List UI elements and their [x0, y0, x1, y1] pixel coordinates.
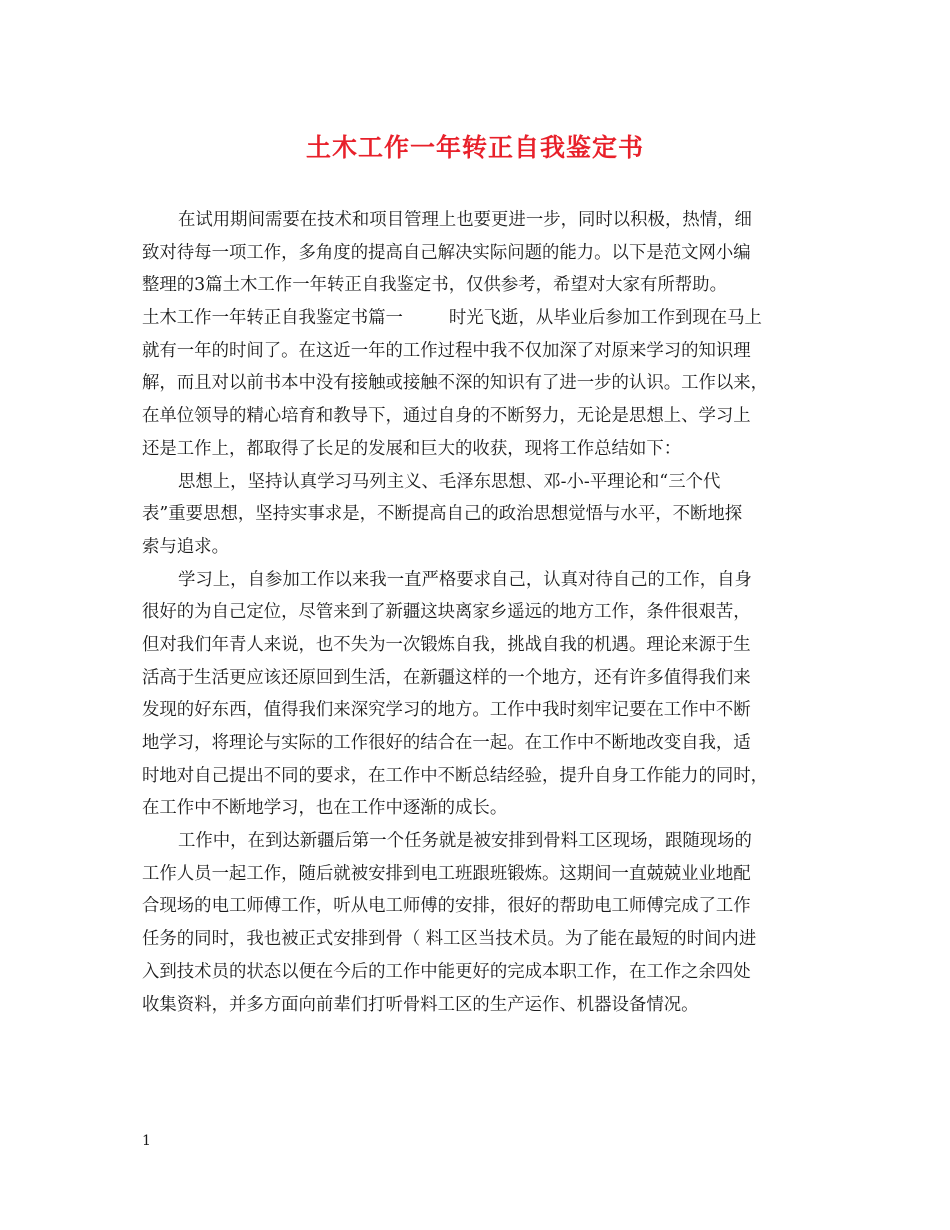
study-line: 学习上，自参加工作以来我一直严格要求自己，认真对待自己的工作，自身 [178, 569, 752, 590]
intro-line: 致对待每一项工作，多角度的提高自己解决实际问题的能力。以下是范文网小编 [142, 242, 751, 263]
document-body [142, 204, 826, 1021]
intro-line: 在试用期间需要在技术和项目管理上也要更进一步，同时以积极，热情，细 [178, 210, 752, 230]
study-line: 发现的好东西，值得我们来深究学习的地方。工作中我时刻牢记要在工作中不断 [142, 700, 751, 721]
thought-line: 索与追求。 [142, 536, 229, 557]
page-number: 1 [142, 1133, 151, 1149]
thought-line: 思想上，坚持认真学习马列主义、毛泽东思想、邓-小-平理论和“三个代 [178, 471, 721, 492]
study-line: 在工作中不断地学习，也在工作中逐渐的成长。 [142, 798, 508, 819]
study-line: 但对我们年青人来说，也不失为一次锻炼自我，挑战自我的机遇。理论来源于生 [142, 634, 751, 655]
work-line: 入到技术员的状态以便在今后的工作中能更好的完成本职工作，在工作之余四处 [142, 961, 751, 982]
work-line: 任务的同时，我也被正式安排到骨（ 料工区当技术员。为了能在最短的时间内进 [142, 929, 757, 950]
work-line: 工作人员一起工作，随后就被安排到电工班跟班锻炼。这期间一直兢兢业业地配 [142, 863, 751, 884]
section-line: 解，而且对以前书本中没有接触或接触不深的知识有了进一步的认识。工作以来， [142, 373, 769, 394]
study-line: 时地对自己提出不同的要求，在工作中不断总结经验，提升自身工作能力的同时， [142, 765, 769, 786]
study-line: 活高于生活更应该还原回到生活，在新疆这样的一个地方，还有许多值得我们来 [142, 667, 751, 688]
study-line: 很好的为自己定位，尽管来到了新疆这块离家乡遥远的地方工作，条件很艰苦， [142, 602, 751, 623]
work-line: 工作中，在到达新疆后第一个任务就是被安排到骨料工区现场，跟随现场的 [178, 831, 752, 852]
section-heading-line [142, 302, 826, 335]
section-line: 还是工作上，都取得了长足的发展和巨大的收获，现将工作总结如下： [142, 438, 682, 459]
section-line: 在单位领导的精心培育和教导下，通过自身的不断努力，无论是思想上、学习上 [142, 406, 751, 427]
section-heading: 土木工作一年转正自我鉴定书篇一 [142, 308, 403, 329]
document-title: 土木工作一年转正自我鉴定书 [305, 133, 644, 162]
work-line: 合现场的电工师傅工作，听从电工师傅的安排，很好的帮助电工师傅完成了工作 [142, 896, 751, 917]
study-line: 地学习，将理论与实际的工作很好的结合在一起。在工作中不断地改变自我，适 [142, 733, 751, 753]
section-line: 就有一年的时间了。在这近一年的工作过程中我不仅加深了对原来学习的知识理 [142, 340, 751, 361]
intro-line: 整理的3篇土木工作一年转正自我鉴定书，仅供参考，希望对大家有所帮助。 [142, 275, 727, 296]
section-first-line: 时光飞逝，从毕业后参加工作到现在马上 [448, 308, 762, 329]
thought-line: 表”重要思想，坚持实事求是，不断提高自己的政治思想觉悟与水平，不断地探 [142, 504, 743, 525]
work-line: 收集资料，并多方面向前辈们打听骨料工区的生产运作、机器设备情况。 [142, 994, 699, 1015]
